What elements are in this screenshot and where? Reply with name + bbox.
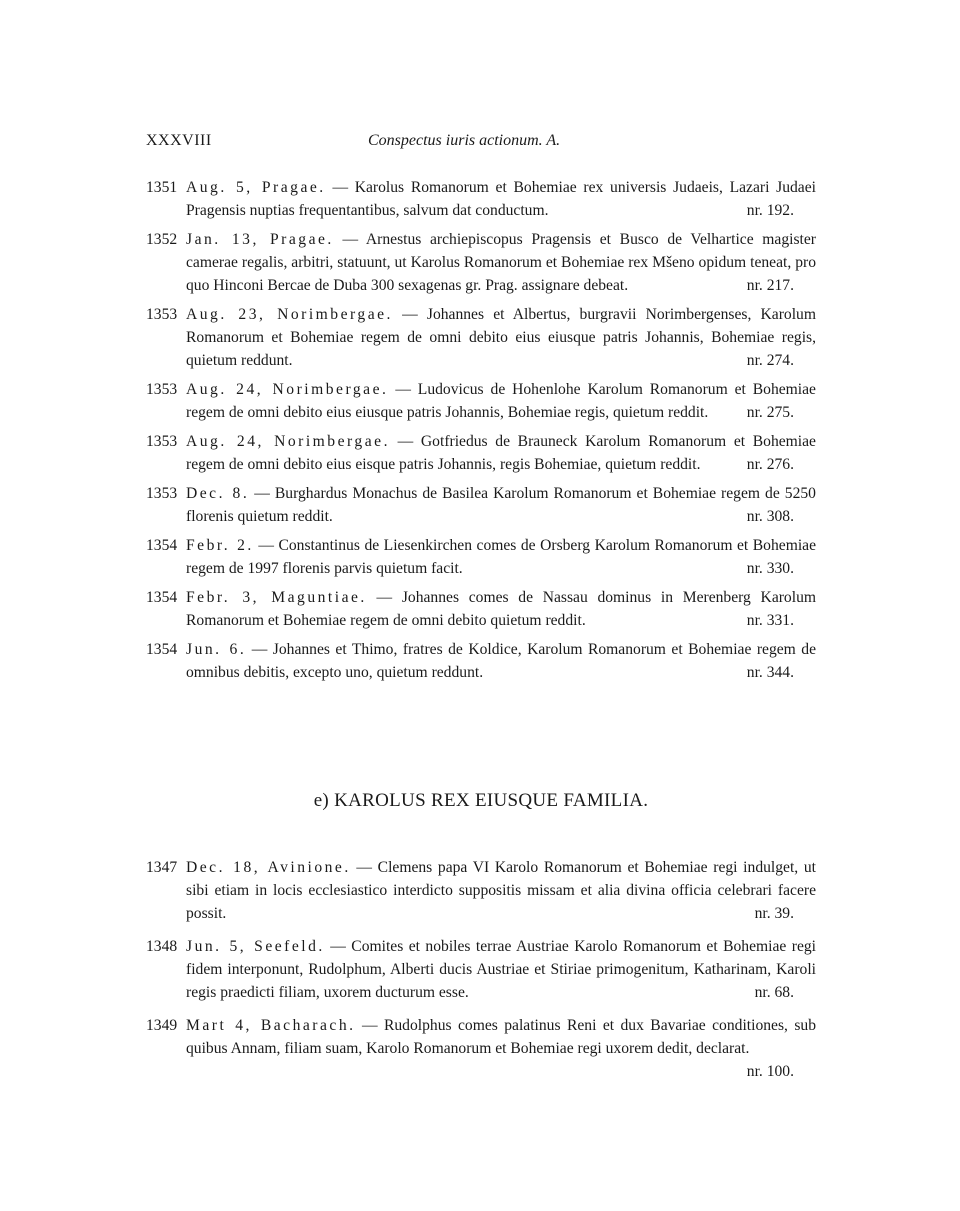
entry-number: nr. 276.	[746, 456, 794, 473]
entry-year: 1354	[146, 641, 178, 658]
entry-year: 1353	[146, 485, 178, 502]
regest-entry	[146, 303, 816, 372]
entry-summary: — Constantinus de Liesenkirchen comes de Orsberg Karolum Romanorum et Bohemiae regem de 1997 florenis parvis quietum facit.	[186, 537, 817, 577]
entry-date: Febr. 2.	[186, 537, 254, 554]
entry-number: nr. 39.	[754, 905, 794, 922]
page-header	[146, 132, 816, 156]
regest-entry	[146, 482, 816, 528]
entry-summary: — Johannes comes de Nassau dominus in Merenberg Karolum Romanorum et Bohemiae regem de omni debito quietum reddit.	[186, 589, 816, 629]
entry-body	[186, 935, 816, 1004]
regest-entry	[146, 176, 816, 222]
entry-year: 1353	[146, 433, 178, 450]
entry-body	[186, 228, 816, 297]
entry-summary: — Karolus Romanorum et Bohemiae rex universis Judaeis, Lazari Judaei Pragensis nuptias frequentantibus, salvum dat conductum.	[186, 179, 816, 219]
entry-summary: — Burghardus Monachus de Basilea Karolum Romanorum et Bohemiae regem de 5250 florenis quietum reddit.	[186, 485, 816, 525]
entry-body	[186, 482, 816, 528]
entry-year: 1353	[146, 381, 178, 398]
entry-body	[186, 1014, 816, 1083]
entry-number: nr. 68.	[754, 984, 794, 1001]
entry-summary: — Gotfriedus de Brauneck Karolum Romanorum et Bohemiae regem de omni debito eius eisque patris Johannis, regis Bohemiae, quietum reddit.	[186, 433, 816, 473]
entry-summary: — Arnestus archiepiscopus Pragensis et Busco de Velhartice magister camerae regalis, arbitri, statuunt, ut Karolus Romanorum et Bohemiae rex Mšeno opidum teneat, pro quo Hinconi Bercae de Duba 300 sexagenas gr. Prag. assignare debeat.	[186, 231, 816, 294]
entry-summary: — Ludovicus de Hohenlohe Karolum Romanorum et Bohemiae regem de omni debito eius eiusque patris Johannis, Bohemiae regis, quietum reddit.	[186, 381, 816, 421]
entry-year: 1351	[146, 179, 178, 196]
entry-number: nr. 192.	[746, 202, 794, 219]
regest-entry	[146, 856, 816, 925]
entry-date: Dec. 8.	[186, 485, 250, 502]
entry-number: nr. 274.	[746, 352, 794, 369]
entry-summary: — Johannes et Thimo, fratres de Koldice, Karolum Romanorum et Bohemiae regem de omnibus debitis, excepto uno, quietum reddunt.	[186, 641, 816, 681]
entry-body	[186, 534, 816, 580]
regest-entry	[146, 586, 816, 632]
entry-date: Aug. 23, Norimbergae.	[186, 306, 393, 323]
entries-list-b	[146, 856, 816, 1093]
entry-date: Aug. 5, Pragae.	[186, 179, 326, 196]
entry-date: Febr. 3, Maguntiae.	[186, 589, 367, 606]
running-title: Conspectus iuris actionum. A.	[368, 132, 561, 149]
entry-date: Aug. 24, Norimbergae.	[186, 381, 389, 398]
entry-number: nr. 344.	[746, 664, 794, 681]
entry-number: nr. 217.	[746, 277, 794, 294]
entry-year: 1354	[146, 537, 178, 554]
entry-body	[186, 638, 816, 684]
entry-body	[186, 303, 816, 372]
entry-body	[186, 586, 816, 632]
regest-entry	[146, 935, 816, 1004]
regest-entry	[146, 1014, 816, 1083]
entry-body	[186, 856, 816, 925]
entry-number: nr. 331.	[746, 612, 794, 629]
entry-summary: — Johannes et Albertus, burgravii Norimbergenses, Karolum Romanorum et Bohemiae regem de omni debito eius eiusque patris Johannis, Bohemiae regis, quietum reddunt.	[186, 306, 816, 369]
regest-entry	[146, 228, 816, 297]
section-heading: e) KAROLUS REX EIUSQUE FAMILIA.	[313, 790, 649, 811]
entry-number: nr. 275.	[746, 404, 794, 421]
entry-number: nr. 308.	[746, 508, 794, 525]
entry-date: Dec. 18, Avinione.	[186, 859, 351, 876]
entry-year: 1348	[146, 938, 178, 955]
entry-year: 1347	[146, 859, 178, 876]
entry-summary: — Clemens papa VI Karolo Romanorum et Bohemiae regi indulget, ut sibi etiam in locis ecclesiastico interdicto suppositis missam et alia divina officia celebrari facere possit.	[186, 859, 816, 922]
entry-number: nr. 100.	[746, 1063, 794, 1080]
entry-year: 1353	[146, 306, 178, 323]
entry-date: Aug. 24, Norimbergae.	[186, 433, 390, 450]
entry-summary: — Rudolphus comes palatinus Reni et dux Bavariae conditiones, sub quibus Annam, filiam suam, Karolo Romanorum et Bohemiae regi uxorem dedit, declarat.	[186, 1017, 817, 1057]
page-number: XXXVIII	[146, 132, 212, 149]
entry-date: Jan. 13, Pragae.	[186, 231, 334, 248]
entry-date: Jun. 6.	[186, 641, 247, 658]
regest-entry	[146, 430, 816, 476]
entry-number: nr. 330.	[746, 560, 794, 577]
entry-body	[186, 176, 816, 222]
entry-summary: — Comites et nobiles terrae Austriae Karolo Romanorum et Bohemiae regi fidem interponunt, Rudolphum, Alberti ducis Austriae et Stiriae primogenitum, Katharinam, Karoli regis praedicti filiam, uxorem ducturum esse.	[186, 938, 816, 1001]
entry-body	[186, 430, 816, 476]
entries-list-a	[146, 176, 816, 690]
entry-date: Jun. 5, Seefeld.	[186, 938, 325, 955]
entry-year: 1354	[146, 589, 178, 606]
regest-entry	[146, 638, 816, 684]
regest-entry	[146, 378, 816, 424]
entry-body	[186, 378, 816, 424]
entry-date: Mart 4, Bacharach.	[186, 1017, 356, 1034]
regest-entry	[146, 534, 816, 580]
entry-year: 1352	[146, 231, 178, 248]
entry-year: 1349	[146, 1017, 178, 1034]
